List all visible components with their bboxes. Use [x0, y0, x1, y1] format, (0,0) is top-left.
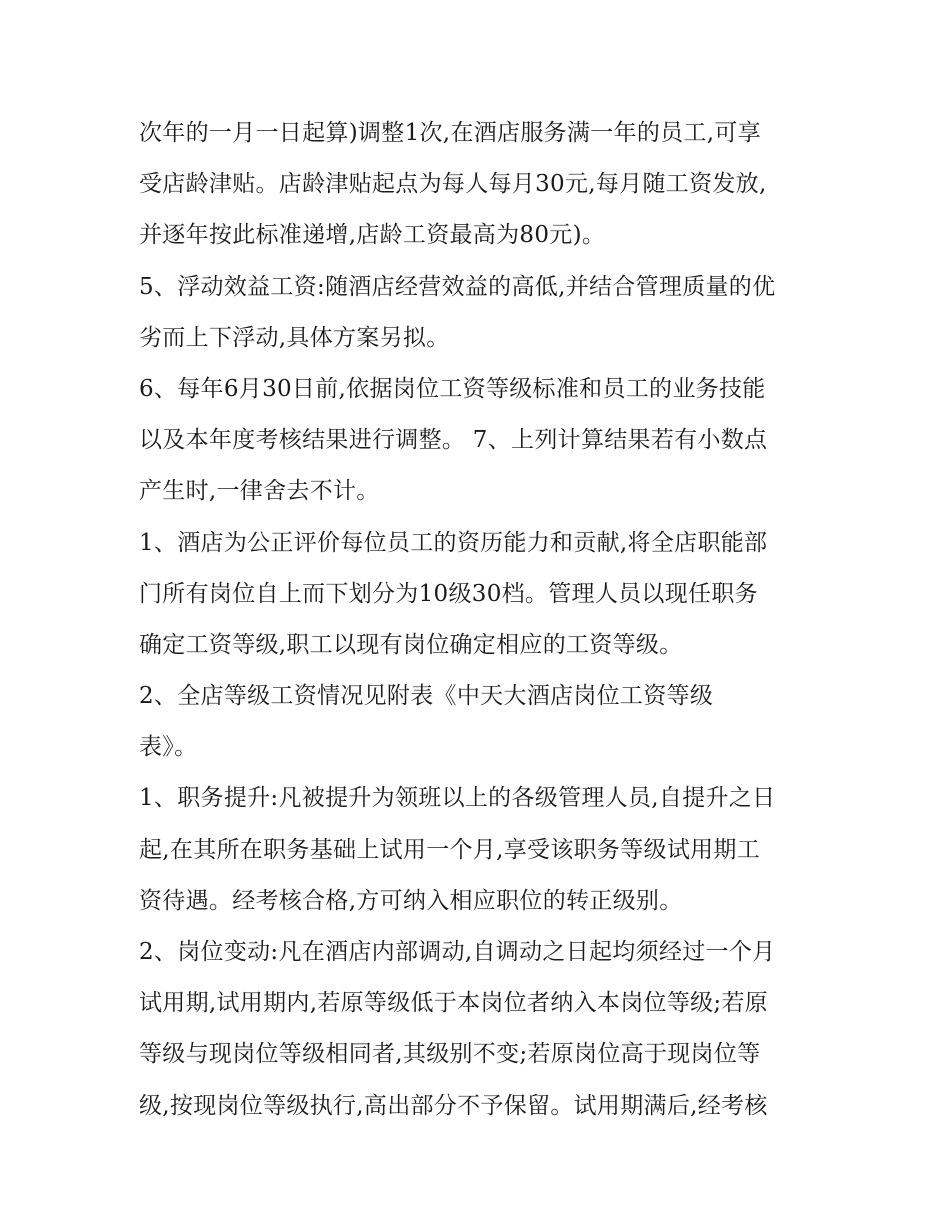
text-line: 级,按现岗位等级执行,高出部分不予保留。试用期满后,经考核: [139, 1092, 768, 1119]
document-body: [139, 108, 819, 1132]
text-line: 并逐年按此标准递增,店龄工资最高为80元)。: [139, 222, 606, 249]
text-line: 以及本年度考核结果进行调整。 7、上列计算结果若有小数点: [139, 427, 768, 454]
text-line: 产生时,一律舍去不计。: [139, 478, 380, 505]
text-line: 2、全店等级工资情况见附表《中天大酒店岗位工资等级: [139, 683, 714, 710]
text-line: 1、职务提升:凡被提升为领班以上的各级管理人员,自提升之日: [139, 785, 776, 812]
text-line: 2、岗位变动:凡在酒店内部调动,自调动之日起均须经过一个月: [139, 939, 776, 965]
text-line: 次年的一月一日起算)调整1次,在酒店服务满一年的员工,可享: [139, 120, 761, 146]
text-line: 门所有岗位自上而下划分为10级30档。管理人员以现任职务: [139, 580, 758, 607]
text-line: 5、浮动效益工资:随酒店经营效益的高低,并结合管理质量的优: [139, 273, 776, 300]
text-line: 受店龄津贴。店龄津贴起点为每人每月30元,每月随工资发放,: [139, 171, 767, 198]
text-line: 试用期,试用期内,若原等级低于本岗位者纳入本岗位等级;若原: [139, 990, 769, 1017]
text-line: 等级与现岗位等级相同者,其级别不变;若原岗位高于现岗位等: [139, 1041, 761, 1068]
text-line: 劣而上下浮动,具体方案另拟。: [139, 324, 450, 351]
text-line: 资待遇。经考核合格,方可纳入相应职位的转正级别。: [139, 887, 683, 914]
text-line: 1、酒店为公正评价每位员工的资历能力和贡献,将全店职能部: [139, 529, 768, 556]
text-line: 6、每年6月30日前,依据岗位工资等级标准和员工的业务技能: [139, 375, 766, 402]
text-line: 确定工资等级,职工以现有岗位确定相应的工资等级。: [139, 631, 683, 658]
text-line: 表》。: [139, 734, 198, 761]
text-line: 起,在其所在职务基础上试用一个月,享受该职务等级试用期工: [139, 836, 761, 863]
